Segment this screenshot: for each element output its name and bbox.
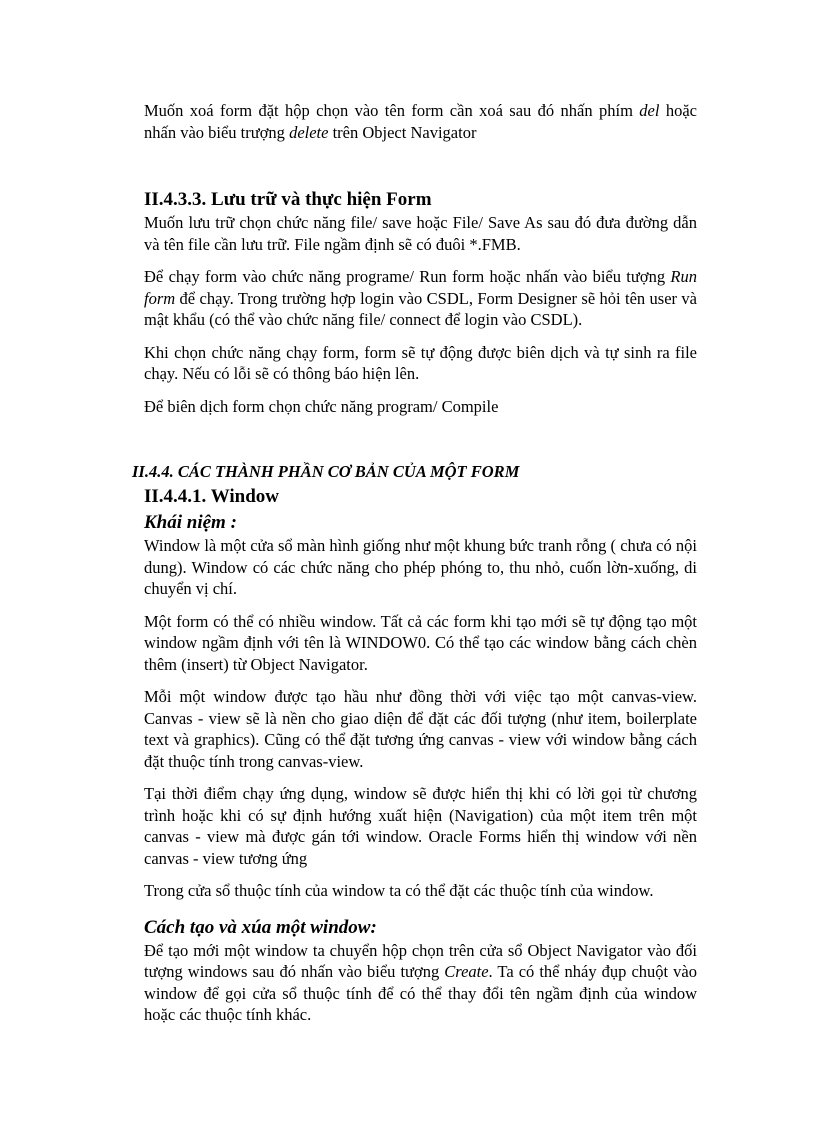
create-em: Create <box>444 962 489 981</box>
intro-em-del: del <box>639 101 660 120</box>
run-form-em: Run form <box>144 267 697 308</box>
intro-text-3: trên Object Navigator <box>328 122 477 142</box>
intro-text-1: Muốn xoá form đặt hộp chọn vào tên form cần xoá sau đó nhấn phím <box>144 101 640 120</box>
intro-paragraph <box>144 100 697 143</box>
concept-title: Khái niệm : <box>144 512 237 533</box>
intro-em-delete: delete <box>289 122 329 142</box>
intro-text-2: hoặc nhấn vào biểu trượng <box>144 101 697 142</box>
heading-window: II.4.4.1. Window <box>144 486 279 507</box>
save-paragraph: Muốn lưu trữ chọn chức năng file/ save hoặc File/ Save As sau đó đưa đường dẫn và tên file cần lưu trữ. File ngầm định sẽ có đuôi *.FMB. <box>144 213 697 254</box>
concept-paragraph-5: Trong cửa sổ thuộc tính của window ta có thể đặt các thuộc tính của window. <box>144 881 654 900</box>
create-window-title: Cách tạo và xúa một window: <box>144 916 377 938</box>
create-window-paragraph: Để tạo mới một window ta chuyển hộp chọn trên cửa sổ Object Navigator vào đối tượng windows sau đó nhấn vào biểu tượng Create. Ta có thể nháy đụp chuột vào window để gọi cửa sổ thuộc tính để có thể thay đổi tên ngầm định của window hoặc các thuộc tính khác. <box>144 940 697 1024</box>
compile-paragraph: Để biên dịch form chọn chức năng program/ Compile <box>144 396 499 416</box>
concept-paragraph-1: Window là một cửa sổ màn hình giống như một khung bức tranh rỗng ( chưa có nội dung). Window có các chức năng cho phép phóng to, thu nhỏ, cuốn lờn-xuống, di chuyển vị chí. <box>144 536 697 598</box>
run-paragraph: Để chạy form vào chức năng programe/ Run form hoặc nhấn vào biểu tượng Run form để chạy. Trong trường hợp login vào CSDL, Form Designer sẽ hỏi tên user và mật khẩu (có thể vào chức năng file/ connect để login vào CSDL). <box>144 267 697 329</box>
heading-save-run-form: II.4.3.3. Lưu trữ và thực hiện Form <box>144 189 432 210</box>
document-page <box>132 100 697 1026</box>
concept-paragraph-2: Một form có thể có nhiều window. Tất cả các form khi tạo mới sẽ tự động tạo một window ngầm định với tên là WINDOW0. Có thể tạo các window bằng cách chèn thêm (insert) từ Object Navigator. <box>144 611 697 674</box>
concept-paragraph-3: Mỗi một window được tạo hầu như đồng thời với việc tạo một canvas-view. Canvas - view sẽ là nền cho giao diện để đặt các đối tượng (như item, boilerplate text và graphics). Cũng có thể đặt tương ứng canvas - view với window bằng cách đặt thuộc tính trong canvas-view. <box>144 687 697 771</box>
heading-form-components: II.4.4. CÁC THÀNH PHẦN CƠ BẢN CỦA MỘT FORM <box>132 462 520 481</box>
concept-paragraph-4: Tại thời điểm chạy ứng dụng, window sẽ được hiển thị khi có lời gọi từ chương trình hoặc khi có sự định hướng xuất hiện (Navigation) của một item trên một canvas - view mà được gán tới window. Oracle Forms hiển thị window với nền canvas - view tương ứng <box>144 784 697 868</box>
compile-auto-paragraph: Khi chọn chức năng chạy form, form sẽ tự động được biên dịch và tự sinh ra file chạy. Nếu có lỗi sẽ có thông báo hiện lên. <box>144 342 697 383</box>
